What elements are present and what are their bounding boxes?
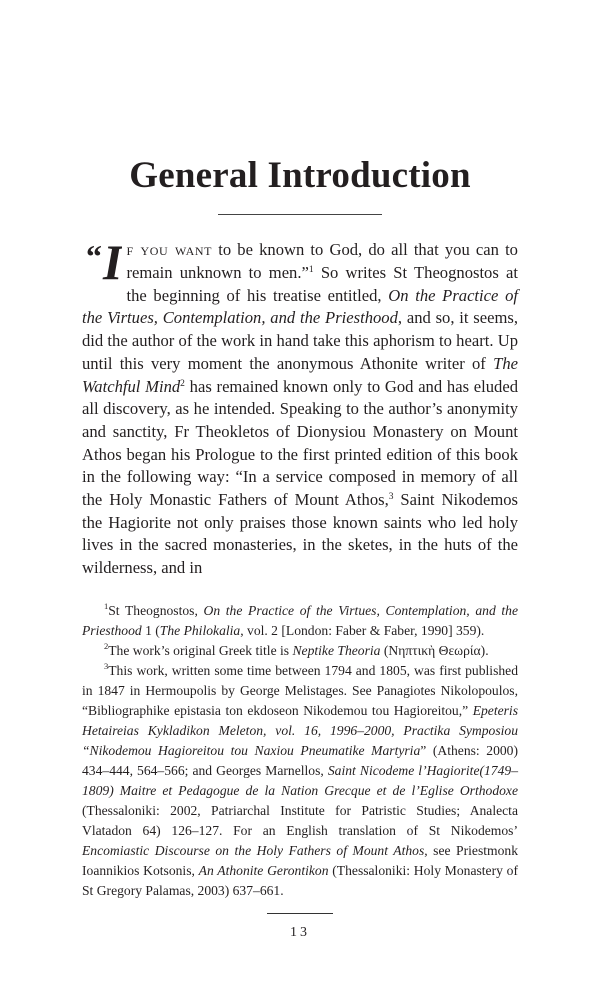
footnote-text: (Thessaloniki: Holy Monastery of St Gregory Palamas, 2003) 637–661.	[82, 862, 518, 898]
footnote-3	[82, 661, 518, 901]
work-title-italic: The Watchful Mind	[82, 353, 518, 396]
footnote-text: , vol. 2 [London: Faber & Faber, 1990] 359).	[240, 622, 485, 638]
footnote-text: 1 (	[141, 622, 160, 638]
title-divider	[218, 214, 382, 215]
footnote-italic: Epeteris Hetaireias Kykladikon Meleton, vol. 16, 1996–2000, Practika Symposiou “Nikodemou Hagioreitou tou Naxiou Pneumatike Martyria	[82, 702, 518, 758]
footnote-ref-2[interactable]: 2	[180, 378, 185, 389]
footnote-ref-3[interactable]: 3	[388, 491, 394, 502]
footnote-marker: 2	[104, 640, 109, 651]
footnote-text: ” (Athens: 2000) 434–444, 564–566; and Georges Marnellos,	[82, 742, 518, 778]
footnote-text: (Νηπτικὴ Θεωρία).	[380, 642, 489, 658]
footnote-text: St Theognostos,	[108, 602, 204, 618]
body-text-run: has remained known only to God and has eluded all discovery, as he intended. Speaking to the author’s anonymity and sanctity, Fr Theokletos of Dionysiou Monastery on Mount Athos began his Prologue to the first printed edition of this book in the following way: “In a service composed in memory of all the Holy Monastic Fathers of Mount Athos,	[82, 376, 519, 510]
footnote-italic: Encomiastic Discourse on the Holy Fathers of Mount Athos	[82, 842, 425, 858]
footnote-text: (Thessaloniki: 2002, Patriarchal Institute for Patristic Studies; Analecta Vlatadon 64) 126–127. For an English translation of St Nikodemos’	[82, 802, 518, 838]
body-text-run: So writes St Theognostos at the beginning of his treatise entitled,	[126, 263, 518, 305]
footnote-1	[82, 601, 518, 641]
footnote-italic: The Philokalia	[159, 622, 241, 638]
open-quote-mark: “	[86, 240, 102, 275]
work-title-italic: On the Practice of the Virtues, Contemplation, and the Priesthood	[82, 285, 518, 328]
footnote-marker: 1	[104, 600, 109, 611]
page-number-divider	[267, 913, 333, 914]
body-text-run: to be known to God, do all that you can to remain unknown to men.”	[126, 240, 518, 282]
body-paragraph	[82, 239, 518, 580]
footnote-text: This work, written some time between 1794 and 1805, was first published in 1847 in Hermoupolis by George Melistages. See Panagiotes Nikolopoulos, “Bibliographike epistasia ton ekdoseon Nikodemou tou Hagioreitou,”	[82, 662, 518, 718]
drop-cap-group	[86, 240, 122, 285]
footnote-ref-1[interactable]: 1	[308, 264, 314, 275]
footnote-marker: 3	[104, 660, 109, 671]
footnote-text: The work’s original Greek title is	[108, 642, 293, 658]
body-text-run: Saint Nikodemos the Hagiorite not only praises those known saints who led holy lives in the sacred monasteries, in the sketes, in the huts of the wilderness, and in	[82, 490, 518, 578]
footnote-text: , see Priestmonk Ioannikios Kotsonis,	[82, 842, 518, 878]
footnote-italic: On the Practice of the Virtues, Contemplation, and the Priesthood	[82, 602, 518, 638]
footnotes-section	[82, 601, 518, 901]
footnote-italic: Saint Nicodeme l’Hagiorite(1749–1809) Maitre et Pedagogue de la Nation Grecque et de l’Eglise Orthodoxe	[82, 762, 518, 798]
page-number: 13	[290, 925, 310, 941]
footnote-italic: An Athonite Gerontikon	[198, 862, 329, 878]
footnote-2	[82, 641, 518, 661]
body-text-run: , and so, it seems, did the author of the work in hand take this aphorism to heart. Up until this very moment the anonymous Athonite writer of	[82, 308, 519, 373]
chapter-title: General Introduction	[129, 155, 471, 196]
footnote-italic: Neptike Theoria	[292, 642, 381, 658]
drop-cap-letter: I	[103, 240, 123, 286]
lead-in-smallcaps: f you want	[126, 240, 213, 260]
